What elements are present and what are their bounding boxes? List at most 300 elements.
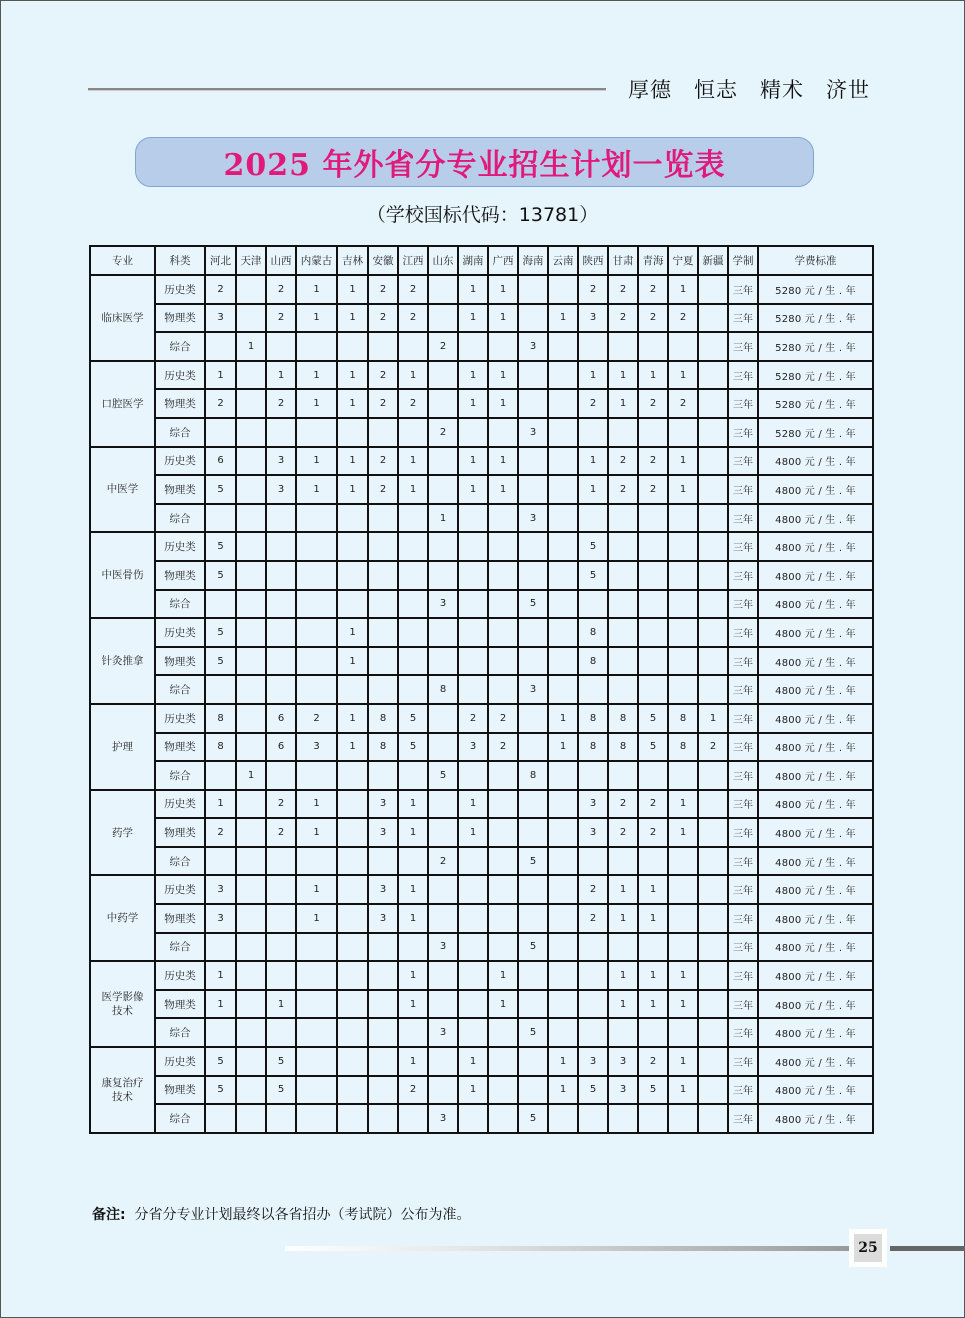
quota-cell: [698, 1047, 728, 1076]
table-row: [90, 1076, 873, 1105]
category-cell: 历史类: [155, 447, 205, 476]
quota-cell: [266, 590, 296, 619]
quota-cell: 1: [488, 961, 518, 990]
category-cell: 综合: [155, 504, 205, 533]
quota-cell: [608, 590, 638, 619]
quota-cell: 5: [518, 1104, 548, 1133]
quota-cell: [398, 618, 428, 647]
quota-cell: 1: [578, 361, 608, 390]
quota-cell: [518, 961, 548, 990]
major-name-line: 医学影像: [101, 991, 144, 1004]
major-name-cell: 中医骨伤: [90, 532, 155, 618]
quota-cell: [548, 847, 578, 876]
quota-cell: [368, 1076, 398, 1105]
quota-cell: 8: [518, 761, 548, 790]
quota-cell: [337, 961, 368, 990]
quota-cell: [266, 761, 296, 790]
quota-cell: 2: [638, 818, 668, 847]
quota-cell: [578, 1104, 608, 1133]
quota-cell: [368, 418, 398, 447]
quota-cell: 2: [638, 1047, 668, 1076]
quota-cell: [205, 1104, 236, 1133]
quota-cell: 1: [458, 790, 488, 819]
quota-cell: [698, 504, 728, 533]
fee-cell: 4800 元 / 生 . 年: [758, 675, 873, 704]
quota-cell: [698, 990, 728, 1019]
quota-cell: 2: [608, 304, 638, 333]
quota-cell: [398, 1018, 428, 1047]
quota-cell: 2: [638, 447, 668, 476]
quota-cell: [337, 1076, 368, 1105]
quota-cell: [368, 1104, 398, 1133]
category-cell: 综合: [155, 847, 205, 876]
quota-cell: 5: [398, 704, 428, 733]
quota-cell: [337, 761, 368, 790]
quota-cell: [428, 733, 458, 762]
column-header-province: 青海: [638, 246, 668, 275]
quota-cell: 2: [266, 389, 296, 418]
quota-cell: 1: [296, 275, 337, 304]
quota-cell: 1: [458, 1047, 488, 1076]
quota-cell: 2: [578, 275, 608, 304]
quota-cell: [548, 1104, 578, 1133]
quota-cell: [698, 847, 728, 876]
quota-cell: [236, 790, 266, 819]
quota-cell: 1: [337, 447, 368, 476]
fee-cell: 4800 元 / 生 . 年: [758, 1104, 873, 1133]
quota-cell: 1: [458, 447, 488, 476]
quota-cell: 8: [368, 733, 398, 762]
quota-cell: [236, 961, 266, 990]
quota-cell: [236, 389, 266, 418]
quota-cell: 1: [296, 875, 337, 904]
quota-cell: 2: [296, 704, 337, 733]
quota-cell: 8: [668, 704, 698, 733]
motto-word: 厚德: [628, 78, 672, 102]
category-cell: 物理类: [155, 389, 205, 418]
quota-cell: [548, 532, 578, 561]
quota-cell: 8: [368, 704, 398, 733]
enrollment-plan-table: [89, 245, 874, 1134]
quota-cell: 1: [337, 647, 368, 676]
quota-cell: [296, 590, 337, 619]
duration-cell: 三年: [728, 418, 758, 447]
quota-cell: [428, 561, 458, 590]
quota-cell: [608, 1018, 638, 1047]
column-header-province: 吉林: [337, 246, 368, 275]
quota-cell: 1: [548, 704, 578, 733]
major-name-cell: 针灸推拿: [90, 618, 155, 704]
quota-cell: [236, 447, 266, 476]
fee-cell: 4800 元 / 生 . 年: [758, 875, 873, 904]
quota-cell: [698, 1104, 728, 1133]
fee-cell: 4800 元 / 生 . 年: [758, 733, 873, 762]
fee-cell: 4800 元 / 生 . 年: [758, 847, 873, 876]
column-header-duration: 学制: [728, 246, 758, 275]
quota-cell: [337, 875, 368, 904]
quota-cell: [296, 761, 337, 790]
table-row: [90, 790, 873, 819]
quota-cell: [548, 561, 578, 590]
quota-cell: [458, 875, 488, 904]
quota-cell: [368, 561, 398, 590]
quota-cell: [458, 990, 488, 1019]
quota-cell: 2: [638, 790, 668, 819]
fee-cell: 4800 元 / 生 . 年: [758, 933, 873, 962]
table-row: [90, 389, 873, 418]
quota-cell: 6: [205, 447, 236, 476]
quota-cell: [668, 1018, 698, 1047]
category-cell: 物理类: [155, 904, 205, 933]
quota-cell: [578, 590, 608, 619]
quota-cell: [608, 618, 638, 647]
quota-cell: [368, 1018, 398, 1047]
quota-cell: 1: [266, 361, 296, 390]
quota-cell: 3: [608, 1076, 638, 1105]
quota-cell: 1: [296, 904, 337, 933]
quota-cell: [698, 418, 728, 447]
quota-cell: [368, 961, 398, 990]
page-title: 2025 年外省分专业招生计划一览表: [223, 148, 726, 183]
quota-cell: [236, 1018, 266, 1047]
quota-cell: [638, 618, 668, 647]
quota-cell: 5: [205, 1047, 236, 1076]
quota-cell: 2: [266, 790, 296, 819]
quota-cell: [638, 532, 668, 561]
quota-cell: 1: [398, 361, 428, 390]
quota-cell: [458, 590, 488, 619]
quota-cell: [608, 332, 638, 361]
quota-cell: [368, 990, 398, 1019]
category-cell: 物理类: [155, 818, 205, 847]
quota-cell: 1: [488, 389, 518, 418]
quota-cell: 8: [578, 733, 608, 762]
quota-cell: 2: [368, 275, 398, 304]
quota-cell: [548, 361, 578, 390]
quota-cell: 1: [638, 904, 668, 933]
quota-cell: 1: [638, 990, 668, 1019]
duration-cell: 三年: [728, 532, 758, 561]
quota-cell: 1: [398, 1047, 428, 1076]
quota-cell: [266, 418, 296, 447]
column-header-province: 天津: [236, 246, 266, 275]
quota-cell: [266, 847, 296, 876]
duration-cell: 三年: [728, 847, 758, 876]
table-row: [90, 933, 873, 962]
quota-cell: 1: [337, 733, 368, 762]
quota-cell: 2: [608, 447, 638, 476]
quota-cell: 1: [578, 475, 608, 504]
quota-cell: [638, 847, 668, 876]
quota-cell: 5: [266, 1076, 296, 1105]
duration-cell: 三年: [728, 675, 758, 704]
quota-cell: [236, 590, 266, 619]
quota-cell: [205, 933, 236, 962]
duration-cell: 三年: [728, 475, 758, 504]
quota-cell: [398, 1104, 428, 1133]
quota-cell: [518, 818, 548, 847]
quota-cell: 1: [488, 447, 518, 476]
quota-cell: 1: [296, 790, 337, 819]
quota-cell: 3: [368, 818, 398, 847]
category-cell: 历史类: [155, 961, 205, 990]
duration-cell: 三年: [728, 1076, 758, 1105]
category-cell: 物理类: [155, 475, 205, 504]
quota-cell: 2: [578, 875, 608, 904]
quota-cell: [488, 1047, 518, 1076]
quota-cell: [428, 532, 458, 561]
quota-cell: [548, 1018, 578, 1047]
quota-cell: [698, 389, 728, 418]
quota-cell: [518, 618, 548, 647]
quota-cell: [428, 790, 458, 819]
quota-cell: 2: [266, 818, 296, 847]
footnote: [92, 1204, 471, 1224]
column-header-fee: 学费标准: [758, 246, 873, 275]
quota-cell: 3: [578, 304, 608, 333]
quota-cell: [548, 475, 578, 504]
category-cell: 综合: [155, 590, 205, 619]
category-cell: 历史类: [155, 275, 205, 304]
quota-cell: 2: [578, 904, 608, 933]
quota-cell: 1: [205, 961, 236, 990]
quota-cell: 1: [337, 304, 368, 333]
quota-cell: 5: [638, 733, 668, 762]
quota-cell: [205, 675, 236, 704]
quota-cell: 2: [638, 475, 668, 504]
quota-cell: [668, 847, 698, 876]
quota-cell: 1: [608, 990, 638, 1019]
footer-gradient-rule: [285, 1246, 850, 1251]
quota-cell: [698, 618, 728, 647]
quota-cell: 2: [368, 304, 398, 333]
quota-cell: 8: [428, 675, 458, 704]
duration-cell: 三年: [728, 447, 758, 476]
quota-cell: [458, 761, 488, 790]
duration-cell: 三年: [728, 618, 758, 647]
fee-cell: 5280 元 / 生 . 年: [758, 389, 873, 418]
quota-cell: [518, 1047, 548, 1076]
quota-cell: [458, 332, 488, 361]
column-header-province: 河北: [205, 246, 236, 275]
quota-cell: [698, 933, 728, 962]
quota-cell: [428, 990, 458, 1019]
quota-cell: 2: [608, 818, 638, 847]
quota-cell: [518, 389, 548, 418]
major-name-cell: [90, 1047, 155, 1133]
quota-cell: [548, 818, 578, 847]
quota-cell: 3: [266, 475, 296, 504]
quota-cell: 1: [458, 389, 488, 418]
quota-cell: 2: [266, 275, 296, 304]
quota-cell: [428, 447, 458, 476]
quota-cell: 1: [458, 275, 488, 304]
quota-cell: [236, 275, 266, 304]
column-header-province: 甘肃: [608, 246, 638, 275]
fee-cell: 5280 元 / 生 . 年: [758, 275, 873, 304]
quota-cell: 8: [608, 733, 638, 762]
fee-cell: 4800 元 / 生 . 年: [758, 618, 873, 647]
quota-cell: [458, 904, 488, 933]
quota-cell: [608, 418, 638, 447]
column-header-province: 内蒙古: [296, 246, 337, 275]
duration-cell: 三年: [728, 590, 758, 619]
quota-cell: 1: [608, 875, 638, 904]
quota-cell: 1: [337, 275, 368, 304]
quota-cell: 1: [488, 304, 518, 333]
quota-cell: 1: [337, 704, 368, 733]
quota-cell: [698, 818, 728, 847]
quota-cell: [548, 790, 578, 819]
quota-cell: [518, 733, 548, 762]
quota-cell: [236, 647, 266, 676]
quota-cell: 2: [368, 475, 398, 504]
quota-cell: [398, 532, 428, 561]
quota-cell: 1: [548, 733, 578, 762]
quota-cell: 1: [458, 361, 488, 390]
quota-cell: 5: [578, 532, 608, 561]
quota-cell: [548, 761, 578, 790]
quota-cell: 3: [368, 904, 398, 933]
quota-cell: 1: [548, 1076, 578, 1105]
quota-cell: 5: [205, 532, 236, 561]
quota-cell: 1: [698, 704, 728, 733]
quota-cell: [337, 561, 368, 590]
category-cell: 综合: [155, 1018, 205, 1047]
quota-cell: [236, 1076, 266, 1105]
quota-cell: [428, 1047, 458, 1076]
quota-cell: [296, 332, 337, 361]
table-row: [90, 504, 873, 533]
quota-cell: [337, 590, 368, 619]
quota-cell: 2: [608, 275, 638, 304]
quota-cell: [488, 847, 518, 876]
quota-cell: 3: [608, 1047, 638, 1076]
quota-cell: 2: [428, 332, 458, 361]
quota-cell: [578, 332, 608, 361]
quota-cell: [518, 904, 548, 933]
major-name-cell: 药学: [90, 790, 155, 876]
quota-cell: 1: [337, 475, 368, 504]
quota-cell: [458, 647, 488, 676]
quota-cell: [638, 504, 668, 533]
quota-cell: 2: [488, 733, 518, 762]
quota-cell: 1: [488, 990, 518, 1019]
table-row: [90, 304, 873, 333]
table-row: [90, 675, 873, 704]
quota-cell: [296, 647, 337, 676]
quota-cell: 6: [266, 733, 296, 762]
category-cell: 综合: [155, 761, 205, 790]
quota-cell: [266, 561, 296, 590]
quota-cell: [548, 447, 578, 476]
major-name-cell: 中药学: [90, 875, 155, 961]
category-cell: 综合: [155, 933, 205, 962]
quota-cell: 1: [398, 818, 428, 847]
category-cell: 历史类: [155, 790, 205, 819]
quota-cell: 1: [398, 961, 428, 990]
quota-cell: 5: [398, 733, 428, 762]
quota-cell: [518, 475, 548, 504]
quota-cell: 8: [578, 647, 608, 676]
quota-cell: [428, 618, 458, 647]
quota-cell: [296, 1104, 337, 1133]
duration-cell: 三年: [728, 790, 758, 819]
quota-cell: [488, 561, 518, 590]
quota-cell: [428, 961, 458, 990]
quota-cell: [428, 704, 458, 733]
quota-cell: 8: [668, 733, 698, 762]
quota-cell: 1: [205, 361, 236, 390]
category-cell: 物理类: [155, 304, 205, 333]
quota-cell: 1: [296, 304, 337, 333]
column-header-province: 江西: [398, 246, 428, 275]
column-header-province: 湖南: [458, 246, 488, 275]
quota-cell: [205, 590, 236, 619]
table-row: [90, 1018, 873, 1047]
quota-cell: 1: [398, 447, 428, 476]
table-row: [90, 475, 873, 504]
fee-cell: 4800 元 / 生 . 年: [758, 647, 873, 676]
quota-cell: [296, 532, 337, 561]
motto-word: 恒志: [694, 78, 738, 102]
quota-cell: [266, 675, 296, 704]
quota-cell: [488, 761, 518, 790]
duration-cell: 三年: [728, 761, 758, 790]
duration-cell: 三年: [728, 961, 758, 990]
fee-cell: 4800 元 / 生 . 年: [758, 1018, 873, 1047]
quota-cell: [488, 933, 518, 962]
quota-cell: [266, 875, 296, 904]
quota-cell: [337, 418, 368, 447]
table-body: [90, 275, 873, 1133]
quota-cell: [548, 875, 578, 904]
quota-cell: 1: [668, 361, 698, 390]
quota-cell: [398, 647, 428, 676]
quota-cell: 2: [205, 389, 236, 418]
quota-cell: 1: [488, 275, 518, 304]
page-number: 25: [854, 1234, 882, 1262]
quota-cell: 1: [668, 447, 698, 476]
category-cell: 综合: [155, 1104, 205, 1133]
quota-cell: [638, 418, 668, 447]
quota-cell: [668, 590, 698, 619]
quota-cell: [668, 647, 698, 676]
duration-cell: 三年: [728, 904, 758, 933]
quota-cell: [337, 790, 368, 819]
quota-cell: [518, 447, 548, 476]
column-header-province: 新疆: [698, 246, 728, 275]
quota-cell: [296, 1047, 337, 1076]
quota-cell: [608, 532, 638, 561]
column-header-province: 山东: [428, 246, 458, 275]
duration-cell: 三年: [728, 704, 758, 733]
quota-cell: [608, 761, 638, 790]
quota-cell: [578, 761, 608, 790]
quota-cell: [488, 418, 518, 447]
quota-cell: [266, 504, 296, 533]
quota-cell: [368, 504, 398, 533]
quota-cell: 5: [518, 590, 548, 619]
quota-cell: 2: [608, 790, 638, 819]
quota-cell: [266, 647, 296, 676]
quota-cell: [458, 847, 488, 876]
quota-cell: [368, 590, 398, 619]
column-header-province: 广西: [488, 246, 518, 275]
table-row: [90, 590, 873, 619]
table-row: [90, 904, 873, 933]
quota-cell: [428, 389, 458, 418]
